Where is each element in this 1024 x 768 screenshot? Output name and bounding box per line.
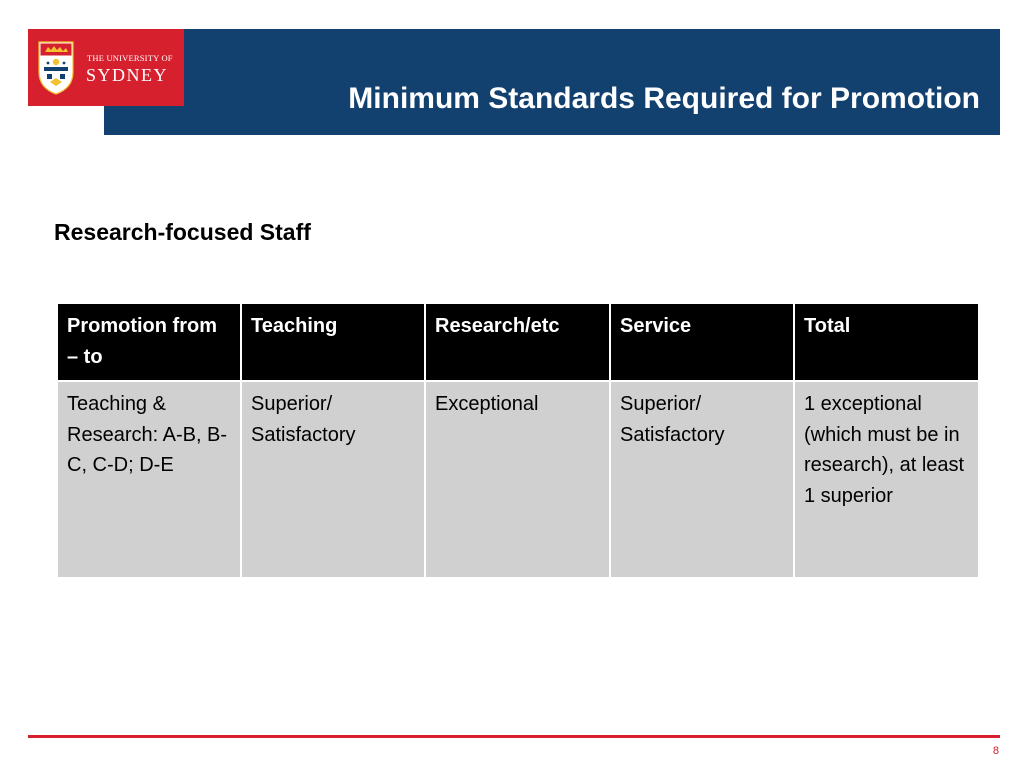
logo-text-line2: SYDNEY [86,65,169,85]
slide-title: Minimum Standards Required for Promotion [348,82,980,115]
cell-promotion: Teaching & Research: A-B, B-C, C-D; D-E [57,381,241,578]
table-header-row [57,303,979,381]
section-subtitle: Research-focused Staff [54,219,311,245]
column-header-service: Service [610,303,794,381]
column-header-teaching: Teaching [241,303,425,381]
page-number: 8 [992,745,999,757]
crest-icon [36,38,76,96]
cell-total: 1 exceptional (which must be in research), at least 1 superior [794,381,979,578]
cell-teaching: Superior/ Satisfactory [241,381,425,578]
title-band [104,29,1000,135]
cell-service: Superior/ Satisfactory [610,381,794,578]
table-row [57,381,979,578]
column-header-promotion: Promotion from – to [57,303,241,381]
promotion-standards-table [56,302,980,579]
footer-divider [28,735,1000,738]
column-header-total: Total [794,303,979,381]
column-header-research: Research/etc [425,303,610,381]
logo-text-line1: THE UNIVERSITY OF [87,53,173,63]
cell-research: Exceptional [425,381,610,578]
university-logo [28,29,184,106]
